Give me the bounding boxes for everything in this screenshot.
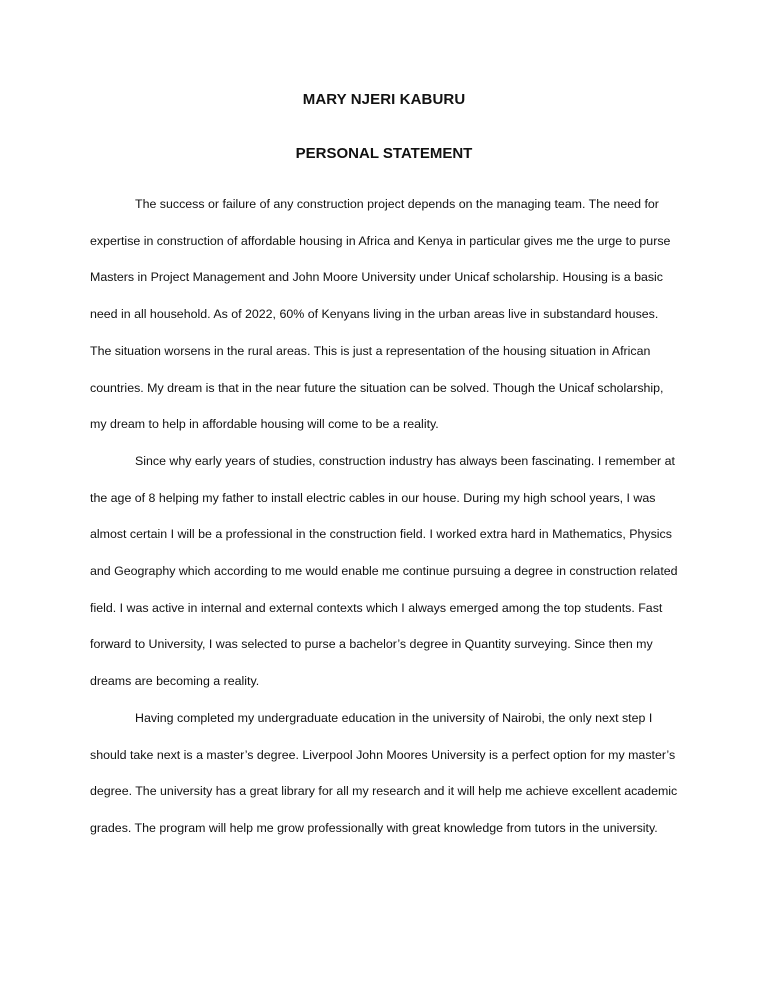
paragraph-1: The success or failure of any construction project depends on the managing team. The need for expertise in construction of affordable housing in Africa and Kenya in particular gives me the urge to purse Masters in Project Management and John Moore University under Unicaf scholarship. Housing is a basic need in all household. As of 2022, 60% of Kenyans living in the urban areas live in substandard houses. The situation worsens in the rural areas. This is just a representation of the housing situation in African countries. My dream is that in the near future the situation can be solved. Though the Unicaf scholarship, my dream to help in affordable housing will come to be a reality. <box>90 197 671 432</box>
paragraph-3: Having completed my undergraduate education in the university of Nairobi, the only next step I should take next is a master’s degree. Liverpool John Moores University is a perfect option for my master’s degree. The university has a great library for all my research and it will help me achieve excellent academic grades. The program will help me grow professionally with great knowledge from tutors in the university. <box>90 710 678 835</box>
document-title: PERSONAL STATEMENT <box>295 145 473 162</box>
author-name: MARY NJERI KABURU <box>302 91 466 108</box>
statement-body <box>90 186 680 847</box>
paragraph-2: Since why early years of studies, construction industry has always been fascinating. I remember at the age of 8 helping my father to install electric cables in our house. During my high school years, I was almost certain I will be a professional in the construction field. I worked extra hard in Mathematics, Physics and Geography which according to me would enable me continue pursuing a degree in construction related field. I was active in internal and external contexts which I always emerged among the top students. Fast forward to University, I was selected to purse a bachelor’s degree in Quantity surveying. Since then my dreams are becoming a reality. <box>90 453 678 689</box>
